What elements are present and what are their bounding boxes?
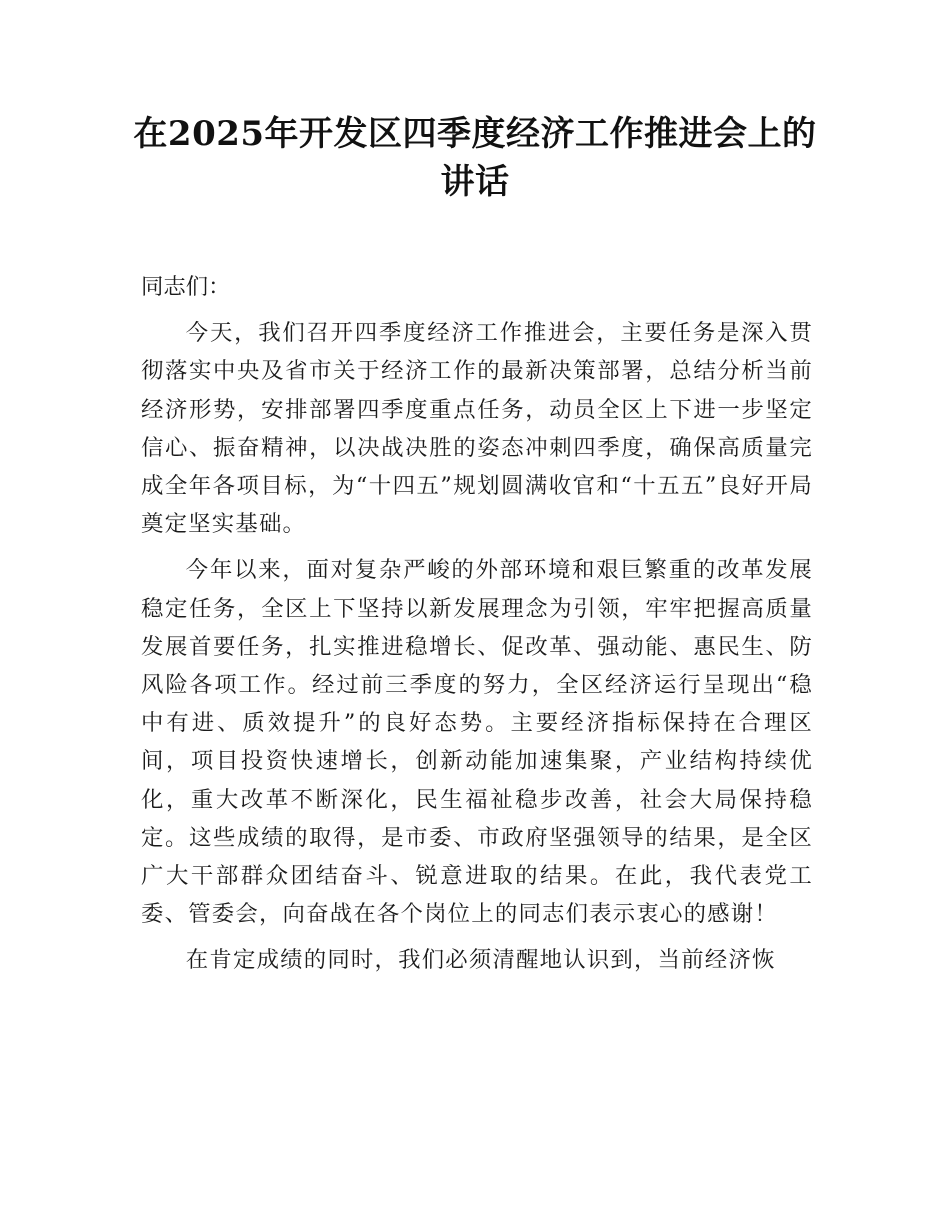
title-line-2: 讲话 <box>440 162 510 202</box>
paragraph-challenges: 在肯定成绩的同时，我们必须清醒地认识到，当前经济恢 <box>185 947 776 974</box>
document-title <box>120 110 830 206</box>
paragraph-achievements: 今年以来，面对复杂严峻的外部环境和艰巨繁重的改革发展稳定任务，全区上下坚持以新发展理念为引领，牢牢把握高质量发展首要任务，扎实推进稳增长、促改革、强动能、惠民生、防风险各项工作。经过前三季度的努力，全区经济运行呈现出“稳中有进、质效提升”的良好态势。主要经济指标保持在合理区间，项目投资快速增长，创新动能加速集聚，产业结构持续优化，重大改革不断深化，民生福祉稳步改善，社会大局保持稳定。这些成绩的取得，是市委、市政府坚强领导的结果，是全区广大干部群众团结奋斗、锐意进取的结果。在此，我代表党工委、管委会，向奋战在各个岗位上的同志们表示衷心的感谢！ <box>141 557 813 928</box>
document-body <box>141 268 813 988</box>
salutation: 同志们： <box>141 274 231 300</box>
title-line-1: 在2025年开发区四季度经济工作推进会上的 <box>133 114 817 154</box>
paragraph-opening: 今天，我们召开四季度经济工作推进会，主要任务是深入贯彻落实中央及省市关于经济工作的最新决策部署，总结分析当前经济形势，安排部署四季度重点任务，动员全区上下进一步坚定信心、振奋精神，以决战决胜的姿态冲刺四季度，确保高质量完成全年各项目标，为“十四五”规划圆满收官和“十五五”良好开局奠定坚实基础。 <box>141 320 813 538</box>
